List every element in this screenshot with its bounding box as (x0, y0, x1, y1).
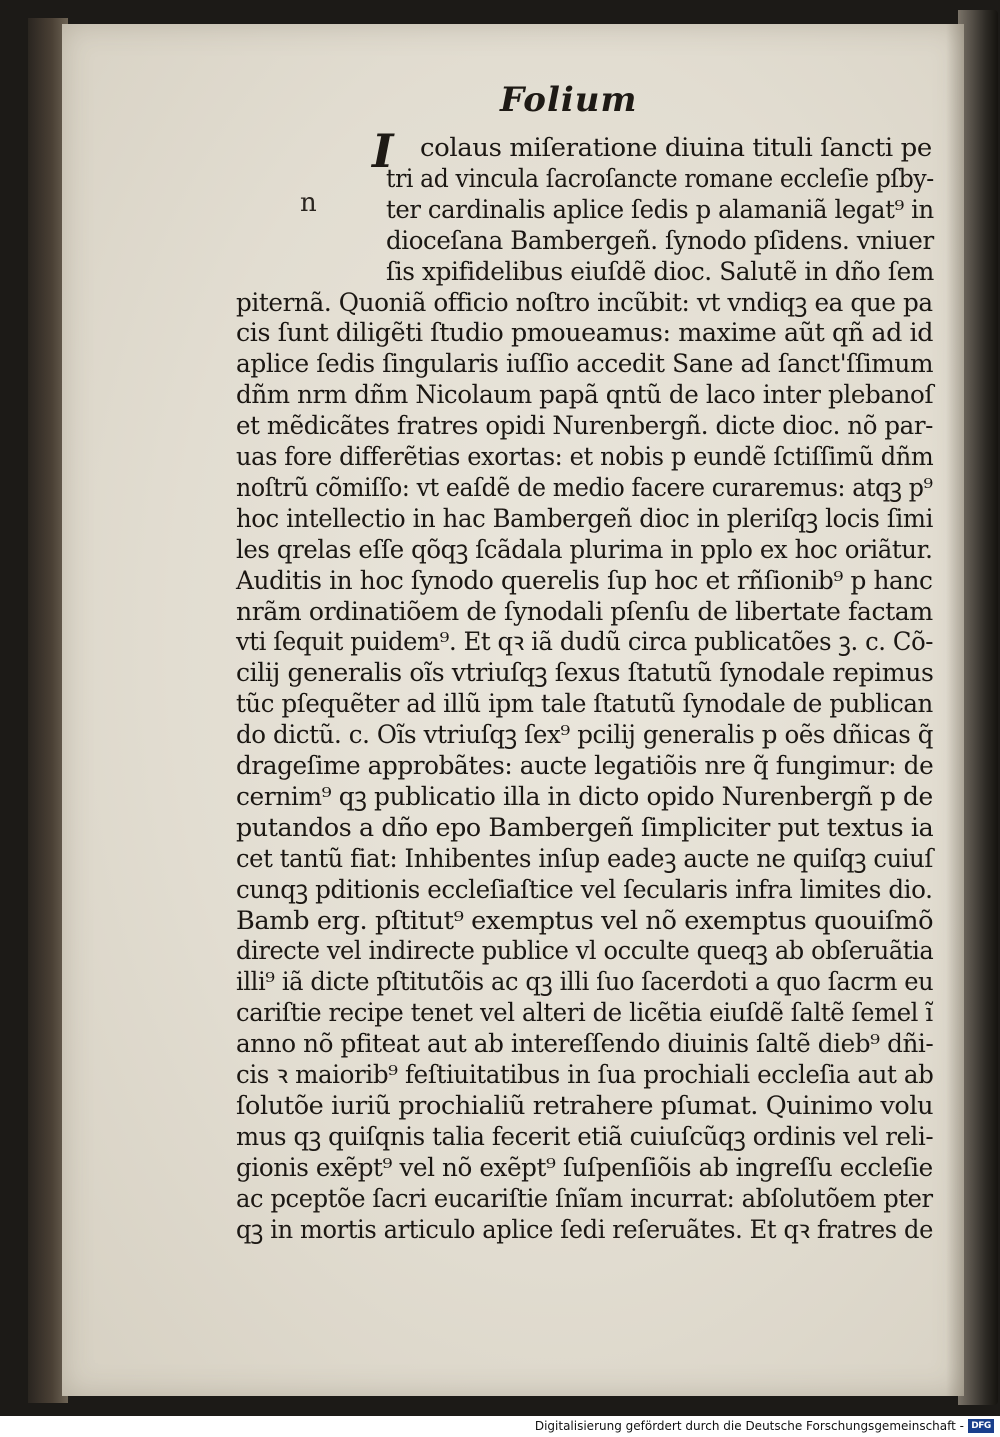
text-line: aplice ſedis ſingularis iuſſio accedit Sane ad ſanct'ſſimum (236, 349, 934, 379)
text-line: tri ad vincula ſacroſancte romane eccleſie pſby- (386, 163, 934, 193)
text-line: hoc intellectio in hac Bambergeñ dioc in pleriſqꝫ locis ſimi (236, 503, 933, 533)
text-line: drageſime approbãtes: aucte legatiõis nre q̃ fungimur: de (236, 751, 934, 780)
text-line: dñm nrm dñm Nicolaum papã qntũ de laco inter plebanoſ (236, 380, 934, 410)
text-line: cis ſunt diligẽti ſtudio pmoueamus: maxime aũt qñ ad id (236, 318, 934, 348)
text-line: illi⁹ iã dicte pſtitutõis ac qꝫ illi ſuo ſacerdoti a quo ſacrm eu (236, 967, 934, 997)
text-line: piternã. Quoniã officio noſtro incũbit: vt vndiqꝫ ea que pa (236, 287, 933, 317)
text-line: directe vel indirecte publice vl occulte queqꝫ ab obſeruãtia (236, 936, 934, 966)
running-head: Folium (500, 80, 638, 120)
text-line: et mẽdicãtes fratres opidi Nurenbergñ. dicte dioc. nõ par- (236, 411, 933, 441)
text-line: tũc pſequẽter ad illũ ipm tale ſtatutũ ſynodale de publican (236, 689, 933, 719)
text-line: colaus miſeratione diuina tituli ſancti pe (420, 133, 932, 162)
initial-letter: I (372, 124, 394, 178)
text-line: cis ꝛ maiorib⁹ feſtiuitatibus in ſua prochiali eccleſia aut ab (236, 1060, 934, 1089)
text-line: nrãm ordinatiõem de ſynodali pſenſu de libertate factam (236, 596, 933, 626)
text-line: putandos a dño epo Bambergeñ ſimpliciter put textus ia (236, 812, 934, 842)
text-line: ſolutõe iuriũ prochialiũ retrahere pſumat. Quinimo volu (236, 1090, 934, 1120)
text-line: cunqꝫ pditionis eccleſiaſtice vel ſecularis infra limites dio. (236, 874, 933, 904)
text-line: gionis exẽpt⁹ vel nõ exẽpt⁹ ſuſpenſiõis ab ingreſſu eccleſie (236, 1152, 933, 1182)
text-line: Auditis in hoc ſynodo querelis ſup hoc et rñſionib⁹ p hanc (236, 565, 933, 595)
text-line: qꝫ in mortis articulo aplice ſedi reſeruãtes. Et qꝛ fratres de (236, 1214, 933, 1244)
text-line: noſtrũ cõmiſſo: vt eaſdẽ de medio facere curaremus: atqꝫ p⁹ (236, 472, 933, 502)
dfg-logo: DFG (968, 1419, 994, 1433)
text-line: cet tantũ fiat: Inhibentes inſup eadeꝫ aucte ne quiſqꝫ cuiuſ (236, 843, 933, 873)
text-line: dioceſana Bambergeñ. ſynodo pſidens. vniuer (386, 225, 934, 255)
text-line: cilij generalis oĩs vtriuſqꝫ ſexus ſtatutũ ſynodale repimus (236, 658, 934, 688)
page-gutter-shadow (946, 24, 964, 1396)
text-line: do dictũ. c. Oĩs vtriuſqꝫ ſex⁹ pcilij generalis p oẽs dñicas q̃ (236, 720, 934, 750)
text-line: uas fore differẽtias exortas: et nobis p eundẽ ſctiſſimũ dñm (236, 442, 934, 471)
text-line: les qrelas eſſe qõqꝫ ſcãdala plurima in pplo ex hoc oriãtur. (236, 534, 933, 564)
text-line: cariſtie recipe tenet vel alteri de licẽtia eiuſdẽ ſaltẽ ſemel ĩ (236, 998, 933, 1028)
text-line: ſis xpifidelibus eiuſdẽ dioc. Salutẽ in dño ſem (386, 256, 934, 286)
text-line: cernim⁹ qꝫ publicatio illa in dicto opido Nurenbergñ p de (236, 781, 933, 811)
footer-credit: Digitalisierung gefördert durch die Deutsche Forschungsgemeinschaft - (534, 1419, 964, 1433)
text-line: anno nõ pfiteat aut ab intereſſendo diuinis ſaltẽ dieb⁹ dñi- (236, 1029, 934, 1059)
text-line: mus qꝫ quiſqnis talia fecerit etiã cuiuſcũqꝫ ordinis vel reli- (236, 1121, 934, 1151)
text-line: ac pceptõe ſacri eucariſtie ſnĩam incurrat: abſolutõem pter (236, 1183, 933, 1213)
text-line: ter cardinalis aplice ſedis p alamaniã legat⁹ in (386, 194, 934, 224)
guide-letter: n (300, 188, 317, 218)
text-line: vti ſequit puidem⁹. Et qꝛ iã dudũ circa publicatões ꝫ. c. Cõ- (236, 627, 934, 657)
text-line: Bamb erg. pſtitut⁹ exemptus vel nõ exemptus quouiſmõ (236, 905, 934, 935)
book-fore-edge (958, 10, 998, 1405)
